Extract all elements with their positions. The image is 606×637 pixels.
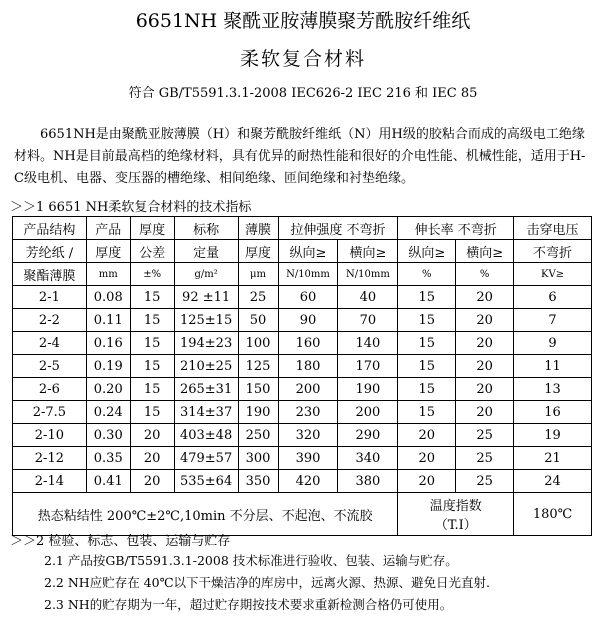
unit-row: [13, 263, 592, 286]
table-cell: 15: [130, 378, 174, 401]
ti-label-cell: [398, 493, 514, 536]
table-cell: 380: [338, 470, 398, 493]
table-cell: 20: [398, 424, 456, 447]
spec-table: [12, 216, 592, 536]
table-row: [13, 309, 592, 332]
table-cell: 479±57: [174, 447, 238, 470]
table-cell: 0.24: [86, 401, 130, 424]
table-cell: 0.20: [86, 378, 130, 401]
header-cell: 拉伸强度 不弯折: [278, 217, 398, 240]
header-cell: 厚度: [238, 240, 278, 263]
table-cell: 230: [278, 401, 338, 424]
table-cell: 20: [130, 447, 174, 470]
table-cell: 16: [514, 401, 592, 424]
header-cell: 定量: [174, 240, 238, 263]
table-cell: 0.08: [86, 286, 130, 309]
table-cell: 15: [398, 378, 456, 401]
header-cell: 伸长率 不弯折: [398, 217, 514, 240]
table-cell: 160: [278, 332, 338, 355]
table-cell: 15: [398, 355, 456, 378]
table-cell: 0.16: [86, 332, 130, 355]
table-cell: 25: [238, 286, 278, 309]
header-cell: 厚度: [130, 217, 174, 240]
table-cell: 21: [514, 447, 592, 470]
table-cell: 24: [514, 470, 592, 493]
table-cell: 15: [130, 286, 174, 309]
unit-cell: %: [398, 263, 456, 286]
table-cell: 60: [278, 286, 338, 309]
table-cell: 13: [514, 378, 592, 401]
table-cell: 290: [338, 424, 398, 447]
table-cell: 25: [456, 447, 514, 470]
table-cell: 420: [278, 470, 338, 493]
table-cell: 0.19: [86, 355, 130, 378]
table-cell: 2-14: [13, 470, 87, 493]
table-cell: 150: [238, 378, 278, 401]
table-row: [13, 447, 592, 470]
ti-value-cell: 180℃: [514, 493, 592, 536]
table-cell: 0.30: [86, 424, 130, 447]
unit-cell: mm: [86, 263, 130, 286]
table-cell: 535±64: [174, 470, 238, 493]
unit-cell: ±%: [130, 263, 174, 286]
table-cell: 140: [338, 332, 398, 355]
ti-label: 温度指数: [429, 499, 482, 514]
table-row: [13, 401, 592, 424]
table-cell: 20: [456, 378, 514, 401]
ti-label-abbr: （T.I）: [434, 518, 477, 533]
table-cell: 2-4: [13, 332, 87, 355]
intro-paragraph: 6651NH是由聚酰亚胺薄膜（H）和聚芳酰胺纤维纸（N）用H级的胶粘合而成的高级电工绝缘材料。NH是目前最高档的绝缘材料，具有优异的耐热性能和很好的介电性能、机械性能，适用于H-C级电机、电器、变压器的槽绝缘、相间绝缘、匝间绝缘和衬垫绝缘。: [14, 127, 586, 186]
table-cell: 200: [278, 378, 338, 401]
table-row: [13, 355, 592, 378]
table-cell: 2-6: [13, 378, 87, 401]
table-row: [13, 286, 592, 309]
table-cell: 2-5: [13, 355, 87, 378]
table-cell: 0.41: [86, 470, 130, 493]
table-cell: 265±31: [174, 378, 238, 401]
table-cell: 194±23: [174, 332, 238, 355]
table-cell: 190: [238, 401, 278, 424]
table-cell: 125: [238, 355, 278, 378]
unit-cell: μm: [238, 263, 278, 286]
table-cell: 20: [456, 286, 514, 309]
table-row: [13, 470, 592, 493]
header-cell: 标称: [174, 217, 238, 240]
header-cell: 击穿电压: [514, 217, 592, 240]
header-cell: 横向≥: [338, 240, 398, 263]
table-cell: 15: [398, 401, 456, 424]
table-cell: 20: [398, 447, 456, 470]
table-cell: 40: [338, 286, 398, 309]
header-cell: 产品: [86, 217, 130, 240]
table-cell: 340: [338, 447, 398, 470]
table-cell: 390: [278, 447, 338, 470]
table-cell: 92 ±11: [174, 286, 238, 309]
table-cell: 6: [514, 286, 592, 309]
table-cell: 100: [238, 332, 278, 355]
table-cell: 320: [278, 424, 338, 447]
table-cell: 70: [338, 309, 398, 332]
table-cell: 20: [456, 355, 514, 378]
table-cell: 2-2: [13, 309, 87, 332]
table-cell: 11: [514, 355, 592, 378]
header-cell: 芳纶纸 /: [13, 240, 87, 263]
table-cell: 20: [456, 309, 514, 332]
table-cell: 2-12: [13, 447, 87, 470]
document-title: 6651NH 聚酰亚胺薄膜聚芳酰胺纤维纸: [135, 10, 471, 32]
table-cell: 15: [130, 332, 174, 355]
table-cell: 15: [130, 401, 174, 424]
table-row: [13, 378, 592, 401]
table-cell: 20: [130, 470, 174, 493]
table-cell: 25: [456, 424, 514, 447]
table-cell: 90: [278, 309, 338, 332]
table-cell: 180: [278, 355, 338, 378]
table-cell: 170: [338, 355, 398, 378]
header-cell: 产品结构: [13, 217, 87, 240]
table-cell: 125±15: [174, 309, 238, 332]
table-cell: 15: [130, 355, 174, 378]
bonding-cell: 热态粘结性 200℃±2℃,10min 不分层、不起泡、不流胶: [13, 493, 398, 536]
table-cell: 50: [238, 309, 278, 332]
table-cell: 20: [456, 332, 514, 355]
table-cell: 210±25: [174, 355, 238, 378]
section-2-heading: ＞＞2 检验、标志、包装、运输与贮存: [10, 534, 231, 549]
header-cell: 聚酯薄膜: [13, 263, 87, 286]
header-cell: 纵向≥: [278, 240, 338, 263]
document-subtitle: 柔软复合材料: [239, 48, 366, 70]
table-cell: 200: [338, 401, 398, 424]
table-cell: 15: [398, 286, 456, 309]
table-cell: 7: [514, 309, 592, 332]
table-cell: 190: [338, 378, 398, 401]
table-cell: 300: [238, 447, 278, 470]
table-cell: 2-10: [13, 424, 87, 447]
table-cell: 9: [514, 332, 592, 355]
header-cell: 薄膜: [238, 217, 278, 240]
unit-cell: KV≥: [514, 263, 592, 286]
header-row-1: [13, 217, 592, 240]
table-cell: 2-1: [13, 286, 87, 309]
header-cell: 不弯折: [514, 240, 592, 263]
table-cell: 25: [456, 470, 514, 493]
unit-cell: g/m²: [174, 263, 238, 286]
unit-cell: %: [456, 263, 514, 286]
table-row: [13, 424, 592, 447]
table-cell: 15: [398, 309, 456, 332]
unit-cell: N/10mm: [278, 263, 338, 286]
table-row: [13, 332, 592, 355]
standard-line: 符合 GB/T5591.3.1-2008 IEC626-2 IEC 216 和 IEC 85: [128, 86, 478, 101]
unit-cell: N/10mm: [338, 263, 398, 286]
header-cell: 横向≥: [456, 240, 514, 263]
table-cell: 314±37: [174, 401, 238, 424]
table-cell: 403±48: [174, 424, 238, 447]
table-cell: 0.11: [86, 309, 130, 332]
table-cell: 15: [398, 332, 456, 355]
header-cell: 厚度: [86, 240, 130, 263]
table-cell: 0.35: [86, 447, 130, 470]
table-cell: 19: [514, 424, 592, 447]
header-row-2: [13, 240, 592, 263]
table-cell: 20: [398, 470, 456, 493]
list-item: 2.3 NH的贮存期为一年，超过贮存期按技术要求重新检测合格仍可使用。: [44, 597, 453, 612]
table-cell: 350: [238, 470, 278, 493]
list-item: 2.2 NH应贮存在 40℃以下干燥洁净的库房中，远离火源、热源、避免日光直射.: [44, 575, 491, 590]
table-cell: 20: [456, 401, 514, 424]
list-item: 2.1 产品按GB/T5591.3.1-2008 技术标准进行验收、包装、运输与贮存。: [44, 553, 458, 568]
section-1-heading: ＞＞1 6651 NH柔软复合材料的技术指标: [10, 200, 252, 215]
table-cell: 15: [130, 309, 174, 332]
table-cell: 2-7.5: [13, 401, 87, 424]
table-cell: 20: [130, 424, 174, 447]
table-cell: 250: [238, 424, 278, 447]
header-cell: 纵向≥: [398, 240, 456, 263]
header-cell: 公差: [130, 240, 174, 263]
